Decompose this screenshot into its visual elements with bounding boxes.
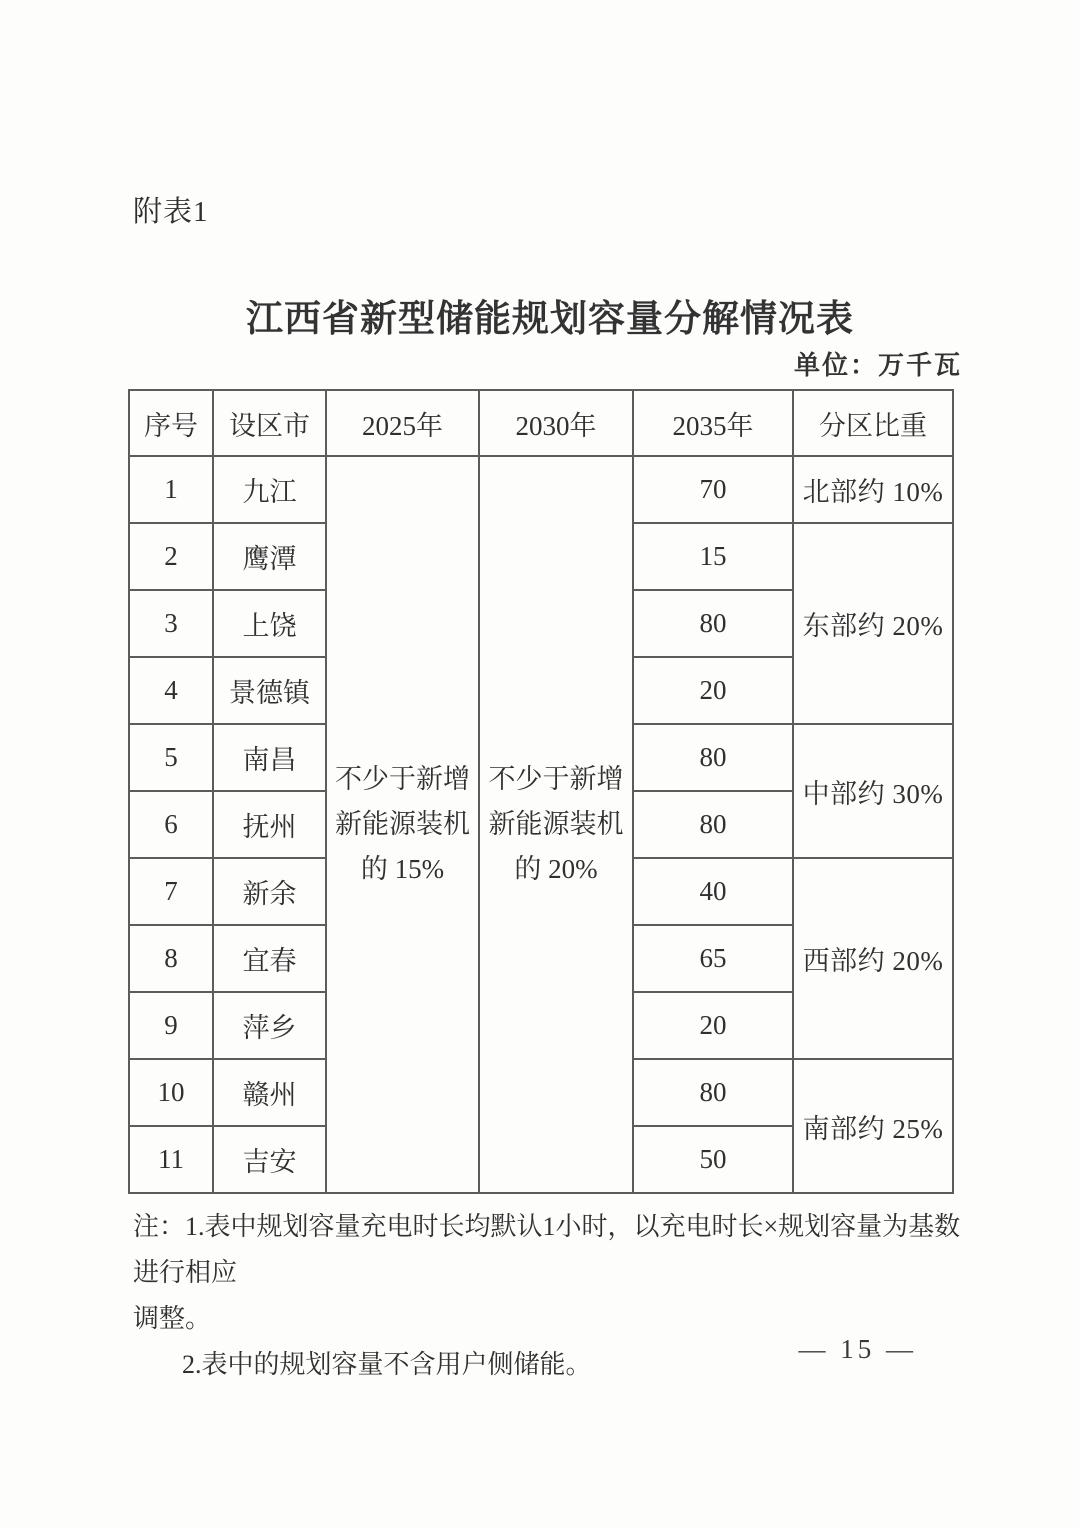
- header-2035: 2035年: [633, 390, 793, 456]
- merged-2030-line: 的 20%: [514, 854, 598, 884]
- seq-cell: 4: [129, 657, 213, 724]
- note-line-1: 注：1.表中规划容量充电时长均默认1小时，以充电时长×规划容量为基数进行相应: [133, 1212, 961, 1287]
- page-title: 江西省新型储能规划容量分解情况表: [246, 299, 854, 340]
- city-cell: 吉安: [213, 1126, 326, 1193]
- city-cell: 鹰潭: [213, 523, 326, 590]
- capacity-2035-cell: 20: [633, 657, 793, 724]
- seq-cell: 9: [129, 992, 213, 1059]
- table-row: [129, 456, 953, 523]
- merged-2025-line: 的 15%: [360, 854, 445, 884]
- capacity-2035-cell: 80: [633, 791, 793, 858]
- seq-cell: 6: [129, 791, 213, 858]
- unit-label: 单位：万千瓦: [793, 350, 962, 380]
- city-cell: 南昌: [213, 724, 326, 791]
- city-cell: 抚州: [213, 791, 326, 858]
- capacity-2035-cell: 40: [633, 858, 793, 925]
- city-cell: 萍乡: [213, 992, 326, 1059]
- capacity-2030-merged-cell: [479, 456, 633, 1193]
- merged-2025-line: 不少于新增: [335, 764, 470, 794]
- seq-cell: 7: [129, 858, 213, 925]
- merged-2025-line: 新能源装机: [335, 809, 470, 839]
- annex-label: 附表1: [133, 196, 209, 228]
- capacity-2035-cell: 50: [633, 1126, 793, 1193]
- capacity-2025-merged-cell: [326, 456, 479, 1193]
- header-region: 分区比重: [793, 390, 953, 456]
- header-2025: 2025年: [326, 390, 479, 456]
- capacity-2035-cell: 80: [633, 590, 793, 657]
- city-cell: 景德镇: [213, 657, 326, 724]
- city-cell: 宜春: [213, 925, 326, 992]
- note-line-2: 调整。: [133, 1304, 212, 1333]
- seq-cell: 5: [129, 724, 213, 791]
- city-cell: 上饶: [213, 590, 326, 657]
- capacity-2035-cell: 15: [633, 523, 793, 590]
- capacity-2035-cell: 80: [633, 724, 793, 791]
- region-cell: 北部约 10%: [793, 456, 953, 523]
- page-number: — 15 —: [798, 1334, 917, 1364]
- seq-cell: 8: [129, 925, 213, 992]
- capacity-2035-cell: 65: [633, 925, 793, 992]
- note-line-3: 2.表中的规划容量不含用户侧储能。: [182, 1350, 592, 1379]
- merged-2030-line: 不少于新增: [488, 764, 624, 794]
- header-2030: 2030年: [479, 390, 633, 456]
- region-cell: 东部约 20%: [793, 523, 953, 724]
- capacity-2035-cell: 70: [633, 456, 793, 523]
- region-cell: 中部约 30%: [793, 724, 953, 858]
- region-cell: 南部约 25%: [793, 1059, 953, 1193]
- seq-cell: 2: [129, 523, 213, 590]
- header-city: 设区市: [213, 390, 326, 456]
- capacity-2035-cell: 80: [633, 1059, 793, 1126]
- table-header-row: [129, 390, 953, 456]
- seq-cell: 10: [129, 1059, 213, 1126]
- region-cell: 西部约 20%: [793, 858, 953, 1059]
- header-no: 序号: [129, 390, 213, 456]
- capacity-table: [128, 389, 954, 1194]
- seq-cell: 3: [129, 590, 213, 657]
- seq-cell: 11: [129, 1126, 213, 1193]
- capacity-2035-cell: 20: [633, 992, 793, 1059]
- merged-2030-line: 新能源装机: [488, 809, 624, 839]
- city-cell: 新余: [213, 858, 326, 925]
- city-cell: 赣州: [213, 1059, 326, 1126]
- city-cell: 九江: [213, 456, 326, 523]
- seq-cell: 1: [129, 456, 213, 523]
